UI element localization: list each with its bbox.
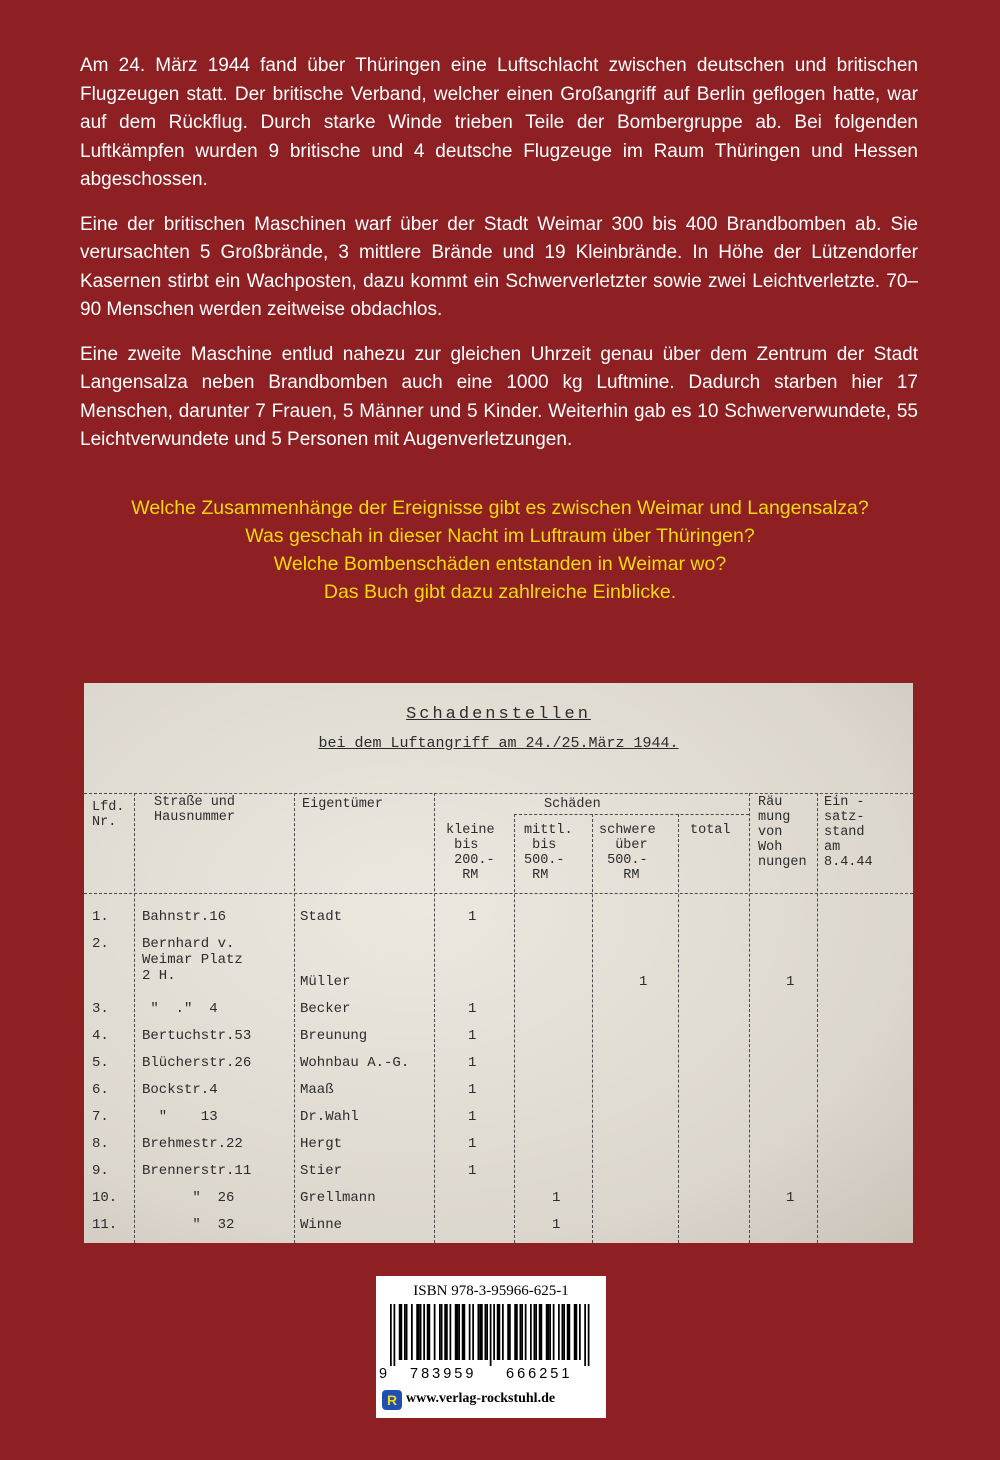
barcode-bar (439, 1304, 441, 1360)
isbn-label: ISBN 978-3-95966-625-1 (413, 1283, 569, 1299)
row-3-nr: 3. (92, 1001, 109, 1017)
row-11-strasse: " 32 (142, 1217, 235, 1233)
document-subtitle: bei dem Luftangriff am 24./25.März 1944. (318, 735, 679, 752)
header-bottom-rule (84, 893, 913, 894)
barcode-bar (530, 1304, 532, 1360)
barcode-bar (539, 1304, 541, 1360)
barcode-bar (427, 1304, 429, 1360)
paragraph-2: Eine der britischen Maschinen warf über der Stadt Weimar 300 bis 400 Brandbomben ab. Sie verursachten 5 Großbrände, 3 mittlere Brände und 19 Kleinbrände. In Höhe der Lützendorfer Kasernen stirbt ein Wachposten, dazu kommt ein Schwerverletzter sowie zwei Leichtverletzte. 70–90 Menschen werden zeitweise obdachlos. (80, 213, 918, 320)
row-4-nr: 4. (92, 1028, 109, 1044)
barcode-bar (418, 1304, 420, 1360)
document-title: Schadenstellen (406, 705, 591, 724)
body-text (80, 52, 918, 471)
barcode-bar (390, 1304, 392, 1366)
barcode-bar (574, 1304, 576, 1360)
paragraph-3: Eine zweite Maschine entlud nahezu zur gleichen Uhrzeit genau über dem Zentrum der Stadt Langensalza neben Brandbomben auch eine 1000 kg Luftmine. Dadurch starben hier 17 Menschen, darunter 7 Frauen, 5 Männer und 5 Kinder. Weiterhin gab es 10 Schwerverwundete, 55 Leichtverwundete und 5 Personen mit Augenverletzungen. (80, 343, 918, 450)
header-kleine: kleine bis 200.- RM (446, 823, 495, 883)
row-3-kleine: 1 (468, 1001, 477, 1017)
barcode-bar (450, 1304, 452, 1360)
row-5-strasse: Blücherstr.26 (142, 1055, 252, 1071)
row-7-kleine: 1 (468, 1109, 477, 1125)
closing-line: Das Buch gibt dazu zahlreiche Einblicke. (323, 581, 677, 603)
row-6-strasse: Bockstr.4 (142, 1082, 218, 1098)
barcode-bar (520, 1304, 522, 1360)
column-divider (817, 793, 818, 1243)
barcode-bar (420, 1304, 422, 1360)
row-2-nr: 2. (92, 936, 109, 952)
barcode-digit-lead: 9 (379, 1366, 388, 1382)
header-schaeden: Schäden (544, 797, 601, 812)
barcode-bar (569, 1304, 571, 1360)
paragraph-1: Am 24. März 1944 fand über Thüringen eine Luftschlacht zwischen deutschen und britischen Flugzeugen statt. Der britische Verband, welcher einen Großangriff auf Berlin geflogen hatte, war auf dem Rückflug. Durch starke Winde trieben Teile der Bombergruppe ab. Bei folgenden Luftkämpfen wurden 9 britische und 4 deutsche Flugzeuge im Raum Thüringen und Hessen abgeschossen. (80, 55, 918, 190)
barcode-bar (534, 1304, 536, 1360)
barcode-bar (423, 1304, 425, 1360)
header-eigentuemer: Eigentümer (302, 797, 384, 812)
row-5-eigentuemer: Wohnbau A.-G. (300, 1055, 410, 1071)
row-11-nr: 11. (92, 1217, 118, 1233)
row-10-eigentuemer: Grellmann (300, 1190, 376, 1206)
row-10-strasse: " 26 (142, 1190, 235, 1206)
barcode-bar (469, 1304, 471, 1360)
barcode-bar (546, 1304, 548, 1360)
row-5-nr: 5. (92, 1055, 109, 1071)
row-11-mittl: 1 (552, 1217, 561, 1233)
column-divider (678, 814, 679, 1243)
barcode-bar (521, 1304, 523, 1360)
barcode-bar (458, 1304, 460, 1360)
header-total: total (690, 823, 731, 838)
header-schwere: schwere über 500.- RM (599, 823, 656, 883)
barcode-bars (390, 1304, 592, 1366)
barcode-bar (493, 1304, 495, 1360)
row-2-eigentuemer: Müller (300, 974, 351, 990)
barcode-bar (416, 1304, 418, 1360)
barcode-bar (548, 1304, 550, 1360)
question-3: Welche Bombenschäden entstanden in Weimar wo? (273, 553, 727, 575)
row-4-eigentuemer: Breunung (300, 1028, 368, 1044)
barcode-bar (404, 1304, 406, 1360)
row-6-eigentuemer: Maaß (300, 1082, 334, 1098)
row-4-kleine: 1 (468, 1028, 477, 1044)
questions-block (60, 494, 940, 606)
barcode-bar (558, 1304, 560, 1360)
row-7-nr: 7. (92, 1109, 109, 1125)
barcode-bar (464, 1304, 466, 1360)
row-10-raeumung: 1 (786, 1190, 795, 1206)
barcode-bar (490, 1304, 492, 1366)
barcode-bar (479, 1304, 481, 1360)
row-10-mittl: 1 (552, 1190, 561, 1206)
header-lfd-nr: Lfd. Nr. (92, 800, 125, 830)
barcode-bar (401, 1304, 403, 1360)
row-9-eigentuemer: Stier (300, 1163, 343, 1179)
row-9-strasse: Brennerstr.11 (142, 1163, 252, 1179)
barcode-bar (525, 1304, 527, 1360)
barcode-bar (576, 1304, 578, 1360)
barcode-bar (563, 1304, 565, 1360)
barcode-bar (502, 1304, 504, 1360)
column-divider (749, 793, 750, 1243)
barcode-box (376, 1276, 606, 1418)
barcode-bar (579, 1304, 581, 1360)
barcode-bar (509, 1304, 511, 1360)
barcode-bar (588, 1304, 590, 1366)
barcode-bar (497, 1304, 499, 1360)
column-divider (294, 793, 295, 1243)
barcode-bar (434, 1304, 436, 1360)
row-9-nr: 9. (92, 1163, 109, 1179)
barcode-bar (584, 1304, 586, 1366)
column-divider (434, 793, 435, 1243)
header-raeumung: Räu mung von Woh nungen (758, 795, 807, 870)
barcode-bar (562, 1304, 564, 1360)
barcode-bar (507, 1304, 509, 1360)
row-3-strasse: " ." 4 (142, 1001, 218, 1017)
publisher-logo-icon: R (382, 1390, 402, 1410)
barcode-bar (541, 1304, 543, 1360)
column-divider (134, 793, 135, 1243)
barcode-bar (394, 1304, 396, 1366)
barcode-bar (516, 1304, 518, 1360)
barcode-bar (406, 1304, 408, 1360)
row-10-nr: 10. (92, 1190, 118, 1206)
barcode-bar (514, 1304, 516, 1360)
row-1-eigentuemer: Stadt (300, 909, 343, 925)
row-3-eigentuemer: Becker (300, 1001, 351, 1017)
barcode-bar (411, 1304, 413, 1360)
header-strasse: Straße und Hausnummer (154, 795, 236, 825)
row-2-schwere: 1 (639, 974, 648, 990)
barcode-digits-right: 666251 (506, 1366, 573, 1382)
barcode-bar (446, 1304, 448, 1360)
header-einsatzstand: Ein - satz- stand am 8.4.44 (824, 795, 873, 870)
row-8-eigentuemer: Hergt (300, 1136, 343, 1152)
historic-document-photo (84, 683, 913, 1243)
barcode-bar (481, 1304, 483, 1360)
row-9-kleine: 1 (468, 1163, 477, 1179)
question-2: Was geschah in dieser Nacht im Luftraum über Thüringen? (245, 525, 755, 547)
barcode-bar (485, 1304, 487, 1360)
row-7-strasse: " 13 (142, 1109, 218, 1125)
barcode-bar (567, 1304, 569, 1360)
row-7-eigentuemer: Dr.Wahl (300, 1109, 359, 1125)
row-8-kleine: 1 (468, 1136, 477, 1152)
barcode-digits-left: 783959 (410, 1366, 477, 1382)
schaeden-rule (514, 814, 749, 815)
barcode-bar (472, 1304, 474, 1360)
barcode-bar (399, 1304, 401, 1360)
column-divider (514, 814, 515, 1243)
row-2-raeumung: 1 (786, 974, 795, 990)
barcode-bar (499, 1304, 501, 1360)
barcode-bar (549, 1304, 551, 1360)
barcode-bar (455, 1304, 457, 1360)
barcode-bar (535, 1304, 537, 1360)
barcode-bar (429, 1304, 431, 1360)
barcode-bar (444, 1304, 446, 1360)
row-5-kleine: 1 (468, 1055, 477, 1071)
row-1-nr: 1. (92, 909, 109, 925)
barcode-bar (457, 1304, 459, 1360)
barcode-bar (486, 1304, 488, 1360)
row-1-kleine: 1 (468, 909, 477, 925)
barcode-bar (462, 1304, 464, 1360)
row-8-nr: 8. (92, 1136, 109, 1152)
row-11-eigentuemer: Winne (300, 1217, 343, 1233)
barcode-bar (478, 1304, 480, 1360)
table-top-rule (84, 793, 913, 794)
header-mittl: mittl. bis 500.- RM (524, 823, 573, 883)
row-6-kleine: 1 (468, 1082, 477, 1098)
row-2-strasse: Bernhard v. Weimar Platz 2 H. (142, 936, 243, 984)
barcode-bar (553, 1304, 555, 1360)
publisher-url: www.verlag-rockstuhl.de (406, 1391, 556, 1406)
column-divider (592, 814, 593, 1243)
row-1-strasse: Bahnstr.16 (142, 909, 227, 925)
row-6-nr: 6. (92, 1082, 109, 1098)
barcode-bar (441, 1304, 443, 1360)
row-4-strasse: Bertuchstr.53 (142, 1028, 252, 1044)
row-8-strasse: Brehmestr.22 (142, 1136, 243, 1152)
question-1: Welche Zusammenhänge der Ereignisse gibt es zwischen Weimar und Langensalza? (131, 497, 869, 519)
